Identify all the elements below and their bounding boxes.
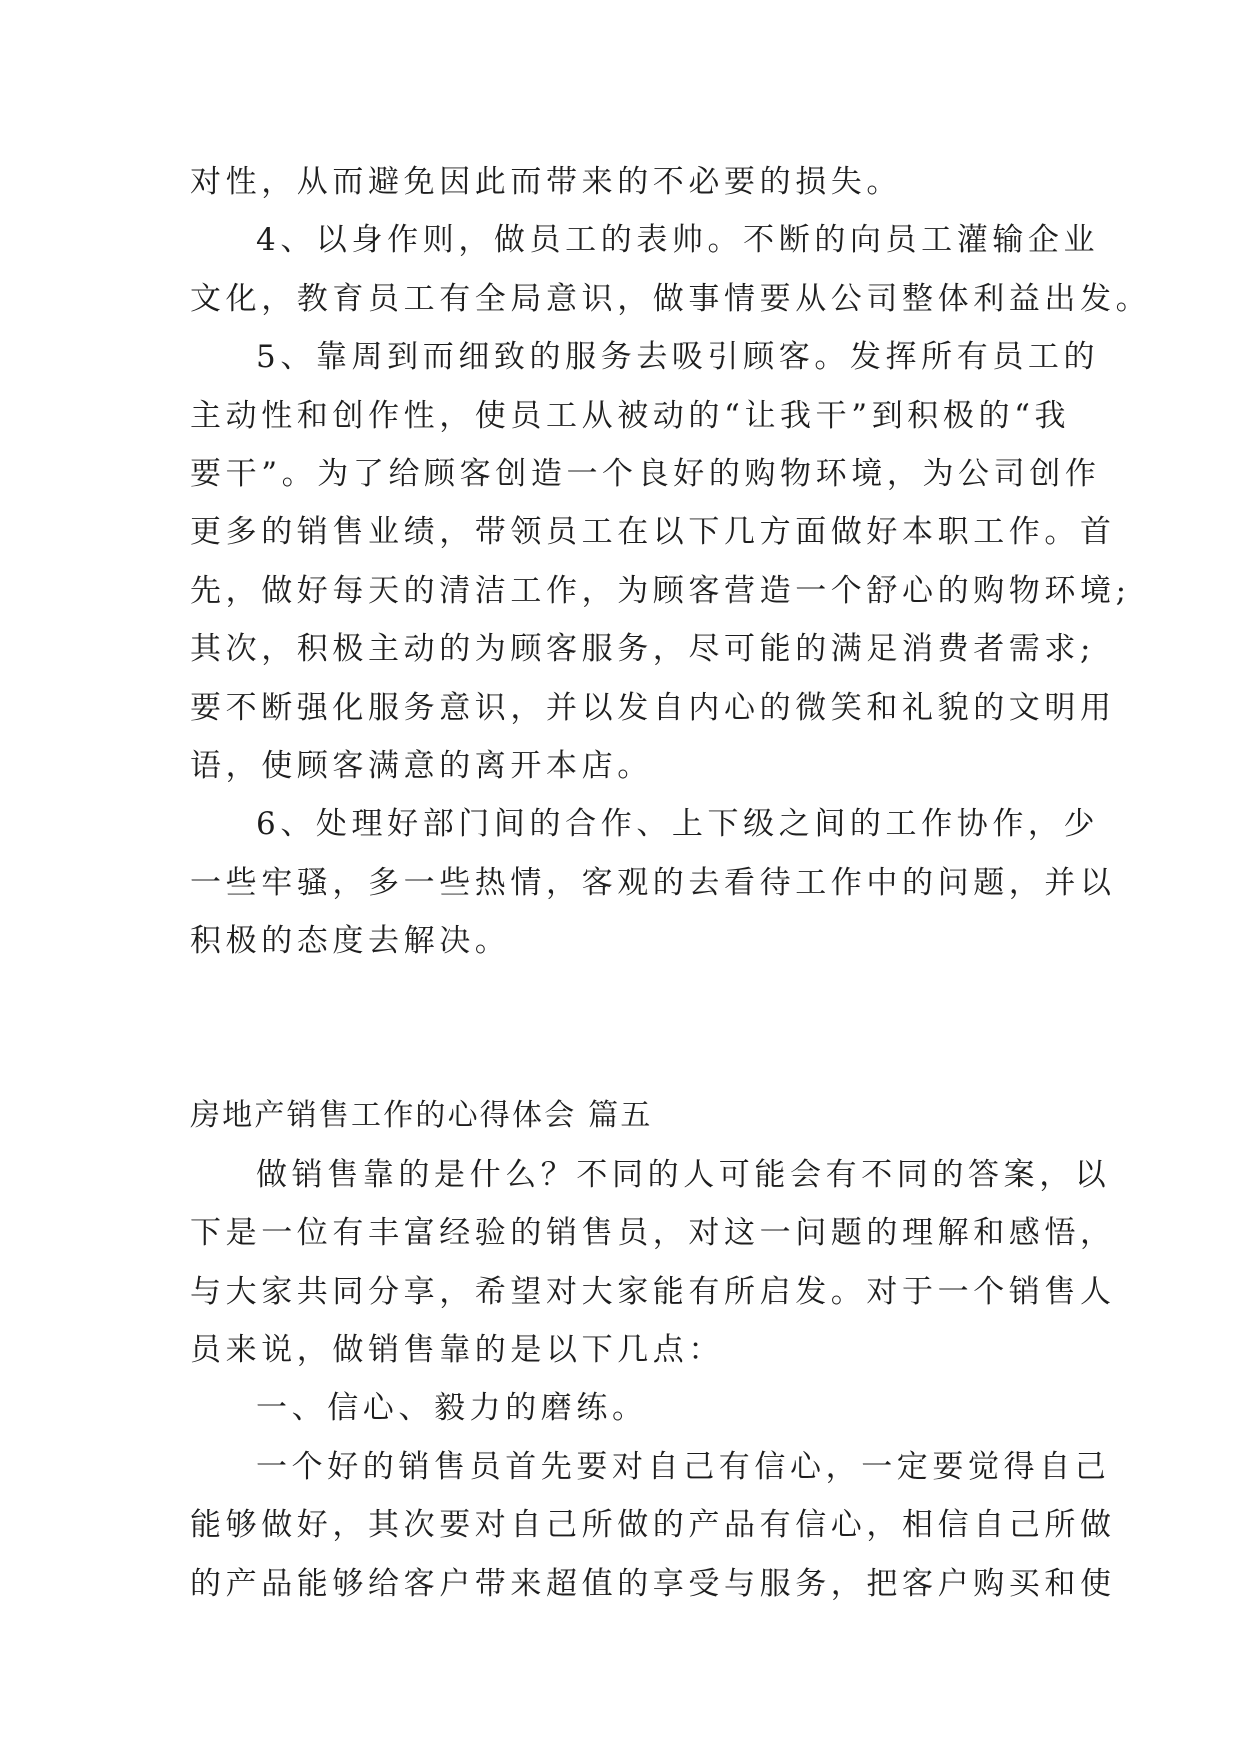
- paragraph-line: 对性，从而避免因此而带来的不必要的损失。: [190, 164, 902, 200]
- paragraph-line: 先，做好每天的清洁工作，为顾客营造一个舒心的购物环境;: [190, 572, 1131, 609]
- section-spacer: [190, 970, 1050, 1087]
- paragraph-line: 语，使顾客满意的离开本店。: [190, 747, 653, 784]
- paragraph-line: 员来说，做销售靠的是以下几点：: [190, 1332, 724, 1369]
- paragraph-line: 要不断强化服务意识，并以发自内心的微笑和礼貌的文明用: [190, 689, 1116, 726]
- paragraph-line: 能够做好，其次要对自己所做的产品有信心，相信自己所做: [190, 1507, 1116, 1544]
- paragraph-line: 其次，积极主动的为顾客服务，尽可能的满足消费者需求;: [190, 631, 1096, 668]
- paragraph-line: 与大家共同分享，希望对大家能有所启发。对于一个销售人: [190, 1273, 1116, 1310]
- paragraph-line: 做销售靠的是什么？不同的人可能会有不同的答案，以: [256, 1156, 1111, 1193]
- paragraph-line: 文化，教育员工有全局意识，做事情要从公司整体利益出发。: [190, 280, 1152, 317]
- paragraph-line: 6、处理好部门间的合作、上下级之间的工作协作，少: [256, 806, 1100, 843]
- paragraph-line: 一、信心、毅力的磨练。: [256, 1390, 648, 1427]
- document-body: [190, 153, 1152, 1613]
- paragraph-line: 一个好的销售员首先要对自己有信心，一定要觉得自己: [256, 1448, 1111, 1485]
- paragraph-line: 积极的态度去解决。: [190, 923, 511, 960]
- paragraph-line: 的产品能够给客户带来超值的享受与服务，把客户购买和使: [190, 1565, 1116, 1602]
- paragraph-line: 主动性和创作性，使员工从被动的“让我干”到积极的“我: [190, 397, 1071, 434]
- paragraph-line: 5、靠周到而细致的服务去吸引顾客。发挥所有员工的: [256, 339, 1100, 376]
- paragraph-line: 要干”。为了给顾客创造一个良好的购物环境，为公司创作: [190, 455, 1101, 492]
- paragraph-line: 4、以身作则，做员工的表帅。不断的向员工灌输企业: [256, 222, 1100, 259]
- paragraph-line: 一些牢骚，多一些热情，客观的去看待工作中的问题，并以: [190, 864, 1116, 901]
- section-heading: 房地产销售工作的心得体会 篇五: [190, 1098, 653, 1134]
- paragraph-line: 下是一位有丰富经验的销售员，对这一问题的理解和感悟，: [190, 1215, 1116, 1252]
- paragraph-line: 更多的销售业绩，带领员工在以下几方面做好本职工作。首: [190, 514, 1116, 551]
